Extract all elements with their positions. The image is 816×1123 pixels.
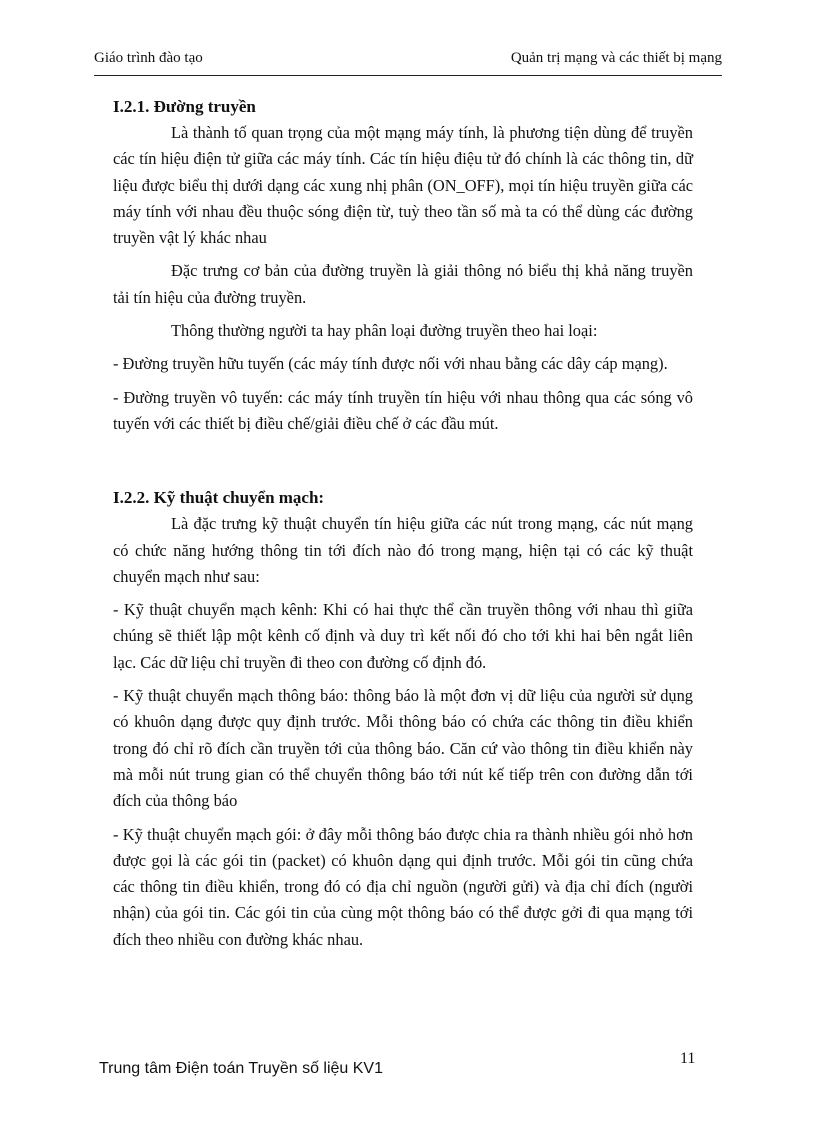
paragraph: Thông thường người ta hay phân loại đường truyền theo hai loại: bbox=[171, 321, 598, 341]
bullet-item: - Kỹ thuật chuyển mạch kênh: Khi có hai thực thể cần truyền thông với nhau thì giữa chúng sẽ thiết lập một kênh cố định và duy trì kết nối đó cho tới khi hai bên ngắt liên lạc. Các dữ liệu chỉ truyền đi theo con đường cố định đó. bbox=[113, 600, 693, 672]
bullet-item: - Kỹ thuật chuyển mạch thông báo: thông báo là một đơn vị dữ liệu của người sử dụng có khuôn dạng được quy định trước. Mỗi thông báo có chứa các thông tin điều khiển trong đó chỉ rõ đích cần truyền tới của thông báo. Căn cứ vào thông tin điều khiển này mà mỗi nút trung gian có thể chuyển thông báo tới nút kế tiếp trên con đường dẫn tới đích của thông báo bbox=[113, 686, 693, 811]
header-left-title: Giáo trình đào tạo bbox=[94, 50, 203, 66]
bullet-item: - Đường truyền vô tuyến: các máy tính truyền tín hiệu với nhau thông qua các sóng vô tuyến với các thiết bị điều chế/giải điều chế ở các đầu mút. bbox=[113, 387, 693, 433]
page-header bbox=[94, 50, 722, 72]
paragraph: Đặc trưng cơ bản của đường truyền là giải thông nó biểu thị khả năng truyền tải tín hiệu của đường truyền. bbox=[113, 261, 693, 307]
bullet-item: - Kỹ thuật chuyển mạch gói: ở đây mỗi thông báo được chia ra thành nhiều gói nhỏ hơn được gọi là các gói tin (packet) có khuôn dạng qui định trước. Mỗi gói tin cũng chứa các thông tin điều khiển, trong đó có địa chỉ nguồn (người gửi) và địa chỉ đích (người nhận) của gói tin. Các gói tin của cùng một thông báo có thể được gởi đi qua mạng tới đích theo nhiều con đường khác nhau. bbox=[113, 824, 693, 949]
header-divider bbox=[94, 75, 722, 76]
section-heading-duong-truyen: I.2.1. Đường truyền bbox=[113, 97, 256, 116]
page-body bbox=[113, 94, 693, 953]
paragraph: Là thành tố quan trọng của một mạng máy tính, là phương tiện dùng để truyền các tín hiệu điện tử giữa các máy tính. Các tín hiệu điệu tử đó chính là các thông tin, dữ liệu được biểu thị dưới dạng các xung nhị phân (ON_OFF), mọi tín hiệu truyền giữa các máy tính với nhau đều thuộc sóng điện từ, tuỳ theo tần số mà ta có thể dùng các đường truyền vật lý khác nhau bbox=[113, 123, 693, 248]
bullet-item: - Đường truyền hữu tuyến (các máy tính được nối với nhau bằng các dây cáp mạng). bbox=[113, 354, 668, 374]
page-number: 11 bbox=[680, 1050, 696, 1067]
paragraph: Là đặc trưng kỹ thuật chuyển tín hiệu giữa các nút trong mạng, các nút mạng có chức năng hướng thông tin tới đích nào đó trong mạng, hiện tại có các kỹ thuật chuyển mạch như sau: bbox=[113, 514, 693, 586]
header-right-title: Quản trị mạng và các thiết bị mạng bbox=[510, 50, 722, 66]
page-footer: Trung tâm Điện toán Truyền số liệu KV1 bbox=[99, 1060, 383, 1077]
section-heading-ky-thuat-chuyen-mach: I.2.2. Kỹ thuật chuyển mạch: bbox=[113, 488, 325, 508]
